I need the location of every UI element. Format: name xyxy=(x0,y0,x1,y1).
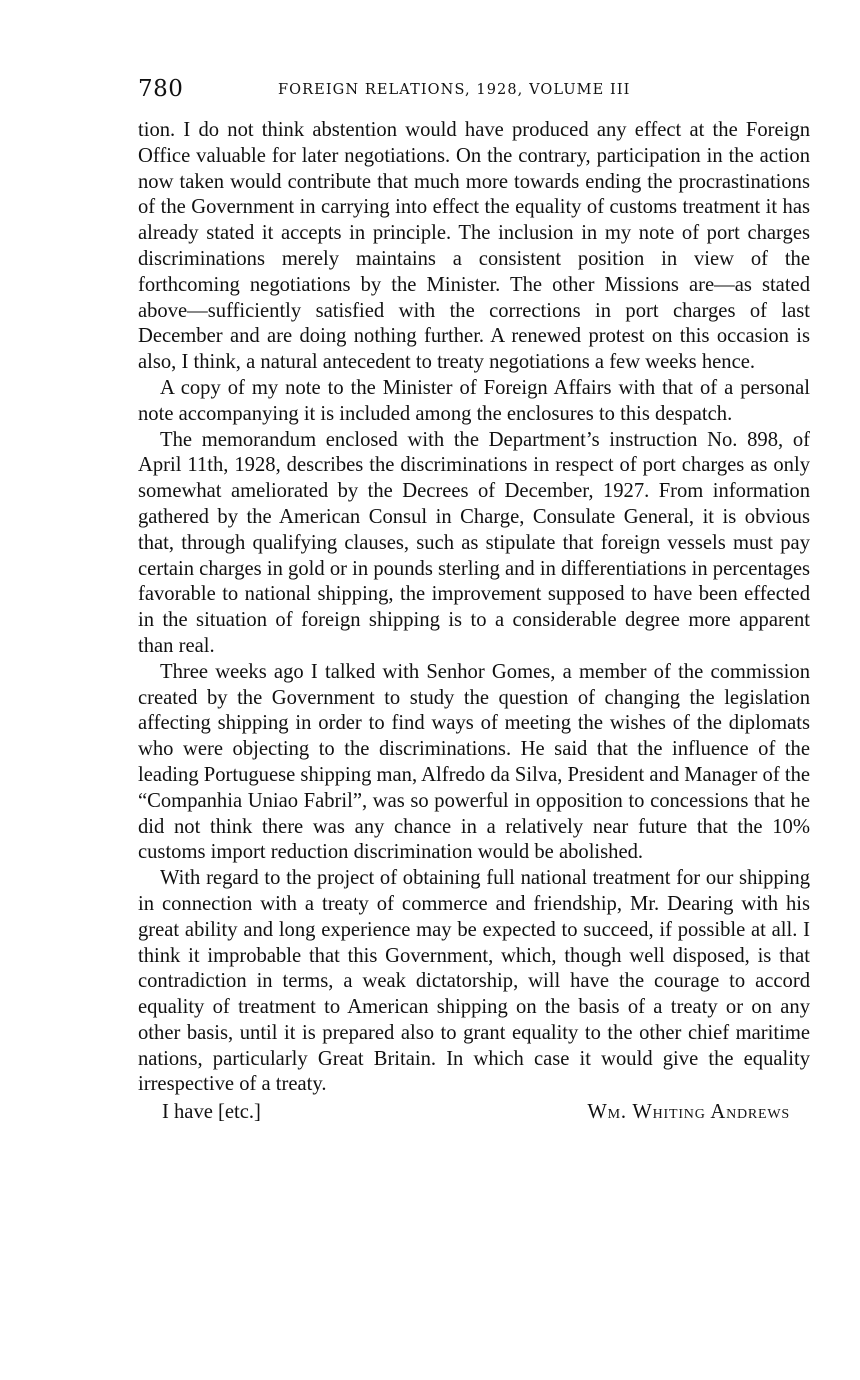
paragraph-senhor-gomes: Three weeks ago I talked with Senhor Gomes, a member of the commission created by the Government to study the question of changing the legislation affecting shipping in order to find ways of meeting the wishes of the diplomats who were objecting to the discriminations. He said that the influence of the leading Portuguese shipping man, Alfredo da Silva, President and Manager of the “Companhia Uniao Fabril”, was so powerful in opposition to concessions that he did not think there was any chance in a relatively near future that the 10% customs import reduction discrimination would be abolished. xyxy=(138,660,811,864)
letter-closing xyxy=(138,1100,810,1128)
signature: Wm. Whiting Andrews xyxy=(587,1101,790,1124)
paragraph-continuation: tion. I do not think abstention would have produced any effect at the Foreign Office valuable for later negotiations. On the contrary, participation in the action now taken would contribute that much more towards ending the procrastinations of the Government in carrying into effect the equality of customs treatment it has already stated it accepts in principle. The inclusion in my note of port charges discriminations merely maintains a consistent position in view of the forthcoming negotiations by the Minister. The other Missions are—as stated above—sufficiently satisfied with the corrections in port charges of last December and are doing nothing further. A renewed protest on this occasion is also, I think, a natural antecedent to treaty negotiations a few weeks hence. xyxy=(138,119,810,374)
paragraph-memorandum: The memorandum enclosed with the Department’s instruction No. 898, of April 11th, 1928, describes the discriminations in respect of port charges as only somewhat ameliorated by the Decrees of December, 1927. From information gathered by the American Consul in Charge, Consulate General, it is obvious that, through qualifying clauses, such as stipulate that foreign vessels must pay certain charges in gold or in pounds sterling and in differentiations in percentages favorable to national shipping, the improvement supposed to have been effected in the situation of foreign shipping is to a considerable degree more apparent than real. xyxy=(138,428,810,657)
page-number: 780 xyxy=(138,76,184,102)
paragraph-copy-of-note: A copy of my note to the Minister of Foreign Affairs with that of a personal note accompanying it is included among the enclosures to this despatch. xyxy=(138,376,810,425)
running-head: FOREIGN RELATIONS, 1928, VOLUME III xyxy=(278,82,631,98)
letter-body xyxy=(138,118,810,1098)
page-header xyxy=(138,76,810,110)
paragraph-national-treatment: With regard to the project of obtaining full national treatment for our shipping in connection with a treaty of commerce and friendship, Mr. Dearing with his great ability and long experience may be expected to succeed, if possible at all. I think it improbable that this Government, which, though well disposed, is that contradiction in terms, a weak dictatorship, will have the courage to accord equality of treatment to American shipping on the basis of a treaty or on any other basis, until it is prepared also to grant equality to the other chief maritime nations, particularly Great Britain. In which case it would give the equality irrespective of a treaty. xyxy=(138,867,810,1096)
document-page xyxy=(138,76,810,1128)
complimentary-close: I have [etc.] xyxy=(162,1101,261,1124)
